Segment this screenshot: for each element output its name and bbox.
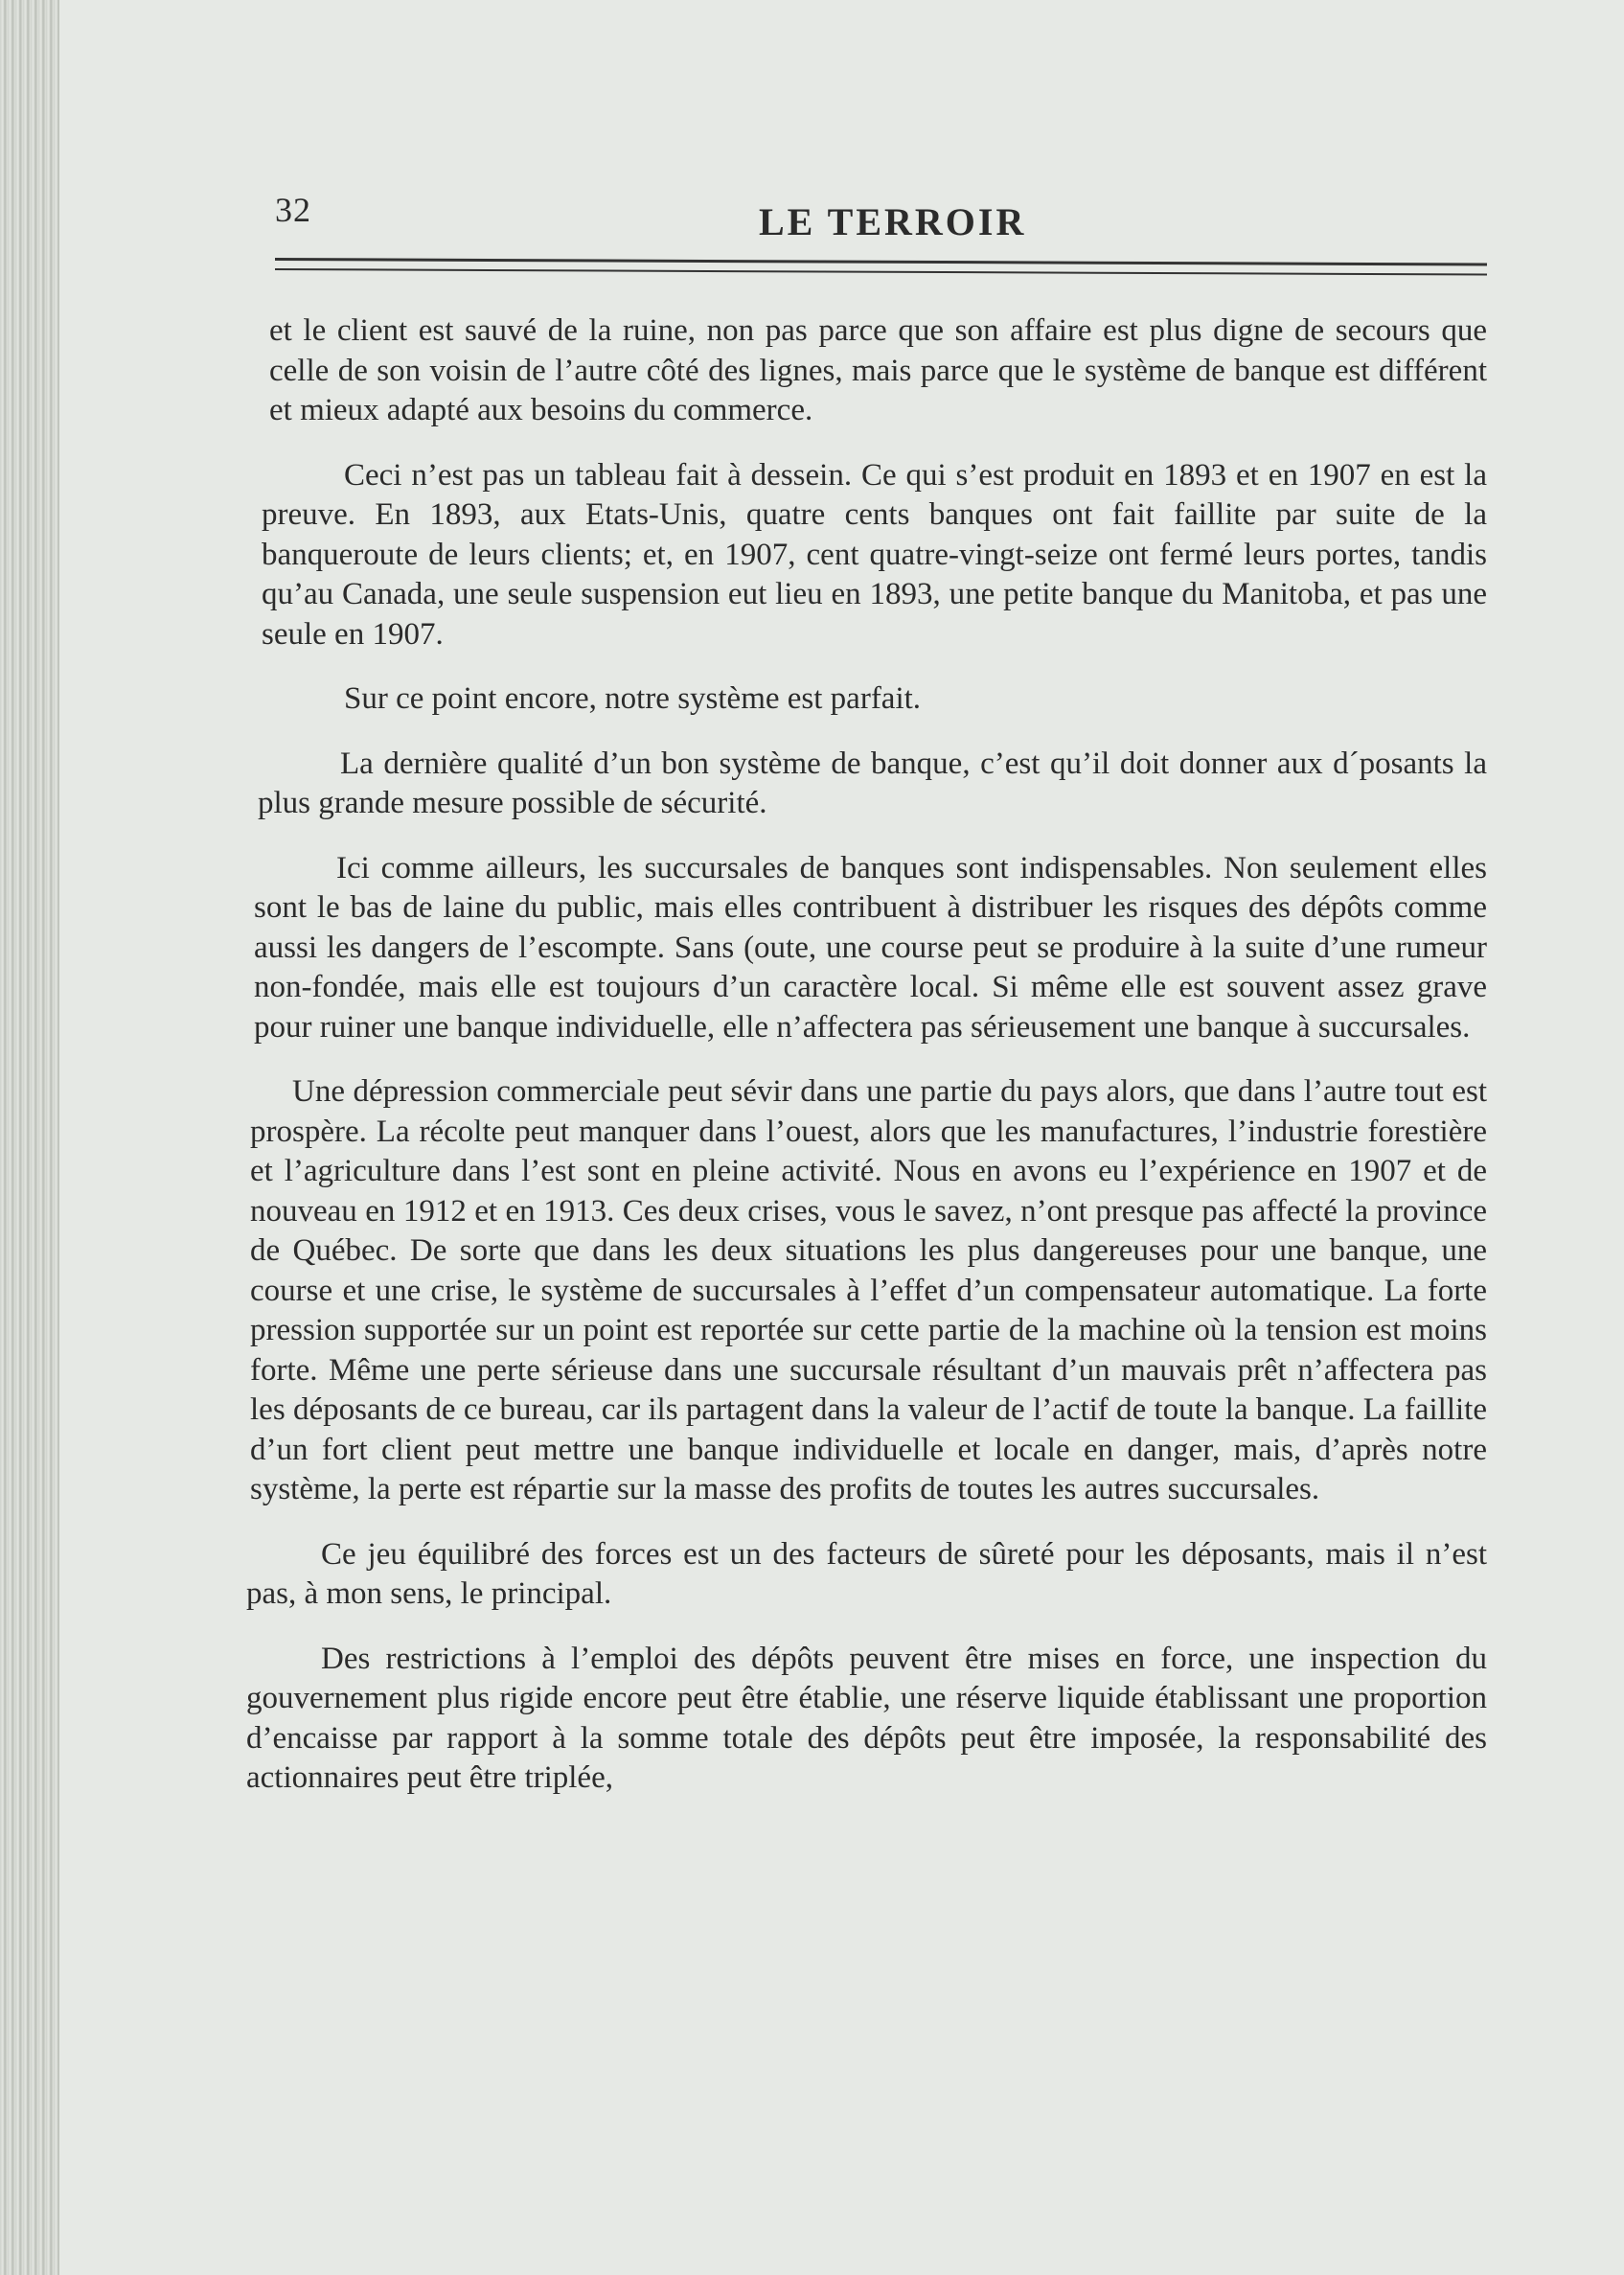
book-page-edge [0,0,59,2275]
paragraph: et le client est sauvé de la ruine, non pas parce que son affaire est plus digne de secours que celle de son voisin de l’autre côté des lignes, mais parce que le système de banque est différent et mieux adapté aux besoins du commerce. [269,313,1487,427]
header-rule-thin [275,268,1487,276]
header-rule [275,258,1487,266]
page-number: 32 [275,191,311,229]
paragraph: Une dépression commerciale peut sévir dans une partie du pays alors, que dans l’autre tout est prospère. La récolte peut manquer dans l’ouest, alors que les manufactures, l’industrie forestière et l’agriculture dans l’est sont en pleine activité. Nous en avons eu l’expérience en 1907 et de nouveau en 1912 et en 1913. Ces deux crises, vous le savez, n’ont presque pas affecté la province de Québec. De sorte que dans les deux situations les plus dangereuses pour une banque, une course et une crise, le système de succursales à l’effet d’un compensateur automatique. La forte pression supportée sur un point est reportée sur cette partie de la machine où la tension est moins forte. Même une perte sérieuse dans une succursale résultant d’un mauvais prêt n’affectera pas les déposants de ce bureau, car ils partagent dans la valeur de l’actif de toute la banque. La faillite d’un fort client peut mettre une banque individuelle et locale en danger, mais, d’après notre système, la perte est répartie sur la masse des profits de toutes les autres succursales. [250,1074,1487,1506]
paragraph: La dernière qualité d’un bon système de banque, c’est qu’il doit donner aux d´posants la plus grande mesure possible de sécurité. [258,746,1487,820]
paragraph: Sur ce point encore, notre système est parfait. [344,681,922,716]
paragraph: Des restrictions à l’emploi des dépôts peuvent être mises en force, une inspection du gouvernement plus rigide encore peut être établie, une réserve liquide établissant une proportion d’encaisse par rapport à la somme totale des dépôts peut être imposée, la responsabilité des actionnaires peut être triplée, [246,1641,1487,1795]
paragraph: Ceci n’est pas un tableau fait à dessein. Ce qui s’est produit en 1893 et en 1907 en est la preuve. En 1893, aux Etats-Unis, quatre cents banques ont fait faillite par suite de la banqueroute de leurs clients; et, en 1907, cent quatre-vingt-seize ont fermé leurs portes, tandis qu’au Canada, une seule suspension eut lieu en 1893, une petite banque du Manitoba, et pas une seule en 1907. [262,457,1487,652]
running-title: LE TERROIR [759,200,1027,243]
paragraph: Ce jeu équilibré des forces est un des facteurs de sûreté pour les déposants, mais il n’est pas, à mon sens, le principal. [246,1536,1487,1611]
paragraph: Ici comme ailleurs, les succursales de banques sont indispensables. Non seulement elles sont le bas de laine du public, mais elles contribuent à distribuer les risques des dépôts comme aussi les dangers de l’escompte. Sans (oute, une course peut se produire à la suite d’une rumeur non-fondée, mais elle est toujours d’un caractère local. Si même elle est souvent assez grave pour ruiner une banque individuelle, elle n’affectera pas sérieusement une banque à succursales. [254,850,1487,1045]
book-page [59,0,1624,2275]
body-text [246,311,1487,1824]
